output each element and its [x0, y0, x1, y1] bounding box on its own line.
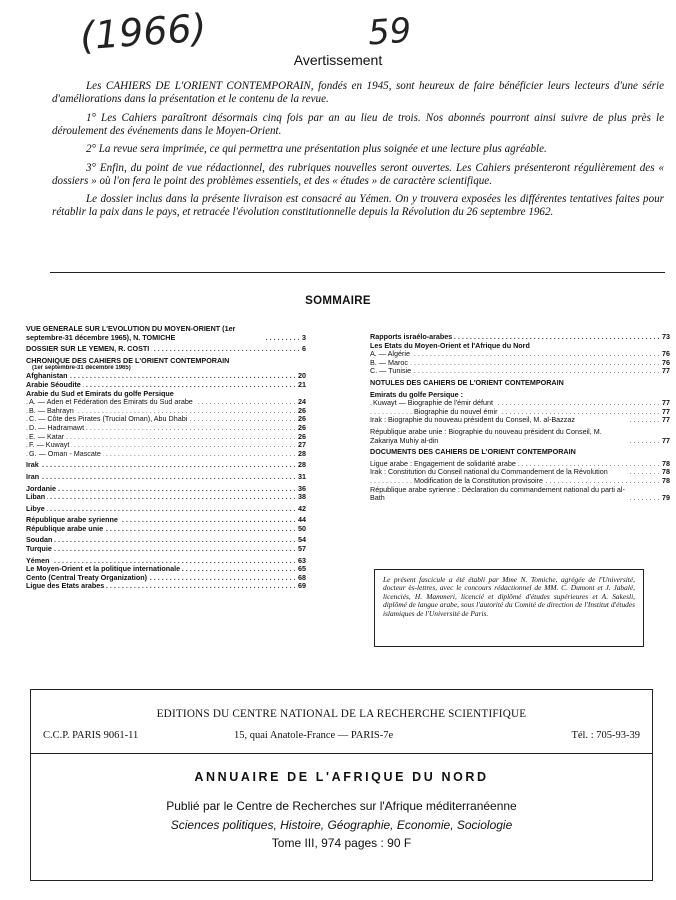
toc-entry: Afghanistan 20 . . . [26, 372, 306, 381]
toc-entry: Yémen 63 . . . [26, 557, 306, 566]
toc-entry: G. — Oman - Mascate 28 . . . [26, 450, 306, 459]
toc-heading: NOTULES DES CAHIERS DE L'ORIENT CONTEMPORAIN [370, 378, 564, 387]
toc-entry: Modification de la Constitution provisoire 78 . . . [370, 477, 670, 486]
toc-entry: Ligue des Etats arabes 69 . . . [26, 582, 306, 591]
toc-entry: Liban 38 . . . [26, 493, 306, 502]
toc-entry: Iran 31 . . . [26, 473, 306, 482]
toc-left-column [26, 325, 306, 591]
toc-entry: République arabe unie 50 . . . [26, 525, 306, 534]
toc-entry: Irak : Biographie du nouveau président du Conseil, M. al-Bazzaz 77 . . . [370, 416, 670, 425]
toc-entry: Turquie 57 . . . [26, 545, 306, 554]
section-divider [50, 272, 665, 273]
toc-entry: République arabe syrienne 44 . . . [26, 516, 306, 525]
toc-entry: B. — Bahrayn 26 . . . [26, 407, 306, 416]
toc-entry: Irak 28 . . . [26, 461, 306, 470]
avertissement-paragraph: 3° Enfin, du point de vue rédactionnel, des rubriques nouvelles seront ouvertes. Les Cahiers présenteront régulièrement des « dossiers » où l'on fera le point des problèmes essentiels, et des « études » de caractère scientifique. [52, 161, 664, 187]
annuaire-publisher: Publié par le Centre de Recherches sur l'Afrique méditerranéenne [166, 799, 517, 813]
avertissement-text [52, 80, 664, 225]
box-divider [31, 753, 652, 754]
avertissement-title: Avertissement [293, 52, 383, 68]
publisher-phone: Tél. : 705-93-39 [571, 730, 640, 741]
toc-entry: Soudan 54 . . . [26, 536, 306, 545]
toc-entry: VUE GENERALE SUR L'EVOLUTION DU MOYEN-ORIENT (1er septembre-31 décembre 1965), N. TOMICHE 3 . . . [26, 325, 306, 342]
annuaire-subjects: Sciences politiques, Histoire, Géographie, Economie, Sociologie [170, 818, 513, 832]
publisher-ccp: C.C.P. PARIS 9061-11 [43, 730, 139, 741]
toc-heading: DOCUMENTS DES CAHIERS DE L'ORIENT CONTEMPORAIN [370, 448, 576, 457]
toc-entry: Biographie du nouvel émir 77 . . . [370, 408, 670, 417]
annuaire-title: ANNUAIRE DE L'AFRIQUE DU NORD [194, 770, 489, 784]
publisher-address: 15, quai Anatole-France — PARIS-7e [234, 730, 394, 741]
toc-entry: F. — Kuwayt 27 . . . [26, 441, 306, 450]
avertissement-paragraph: 2° La revue sera imprimée, ce qui permettra une présentation plus soignée et une lecture plus agréable. [86, 143, 547, 156]
toc-entry: République arabe syrienne : Déclaration du commandement national du parti al-Bath 79 . . . [370, 486, 670, 503]
avertissement-paragraph: Le dossier inclus dans la présente livraison est consacré au Yémen. On y trouvera exposées les différentes tentatives faites pour rétablir la paix dans le pays, et retracée l'évolution constitutionnelle depuis la Révolution du 26 septembre 1962. [52, 193, 664, 219]
toc-entry: D. — Hadramawt 26 . . . [26, 424, 306, 433]
toc-entry: Arabie Séoudite 21 . . . [26, 381, 306, 390]
publisher-advertisement [30, 689, 653, 881]
toc-subheading: (1er septembre-31 décembre 1965) [32, 365, 131, 372]
handwritten-number: 59 [366, 10, 413, 54]
toc-heading: Emirats du golfe Persique : [370, 390, 464, 399]
toc-entry: C. — Côte des Pirates (Trucial Oman), Abu Dhabi 26 . . . [26, 415, 306, 424]
toc-entry: Rapports israélo-arabes 73 . . . [370, 333, 670, 342]
toc-heading: Arabie du Sud et Emirats du golfe Persique [26, 389, 174, 398]
toc-entry: DOSSIER SUR LE YEMEN, R. COSTI 6 . . . [26, 345, 306, 354]
toc-entry: C. — Tunisie 77 . . . [370, 367, 670, 376]
toc-heading: Les Etats du Moyen-Orient et l'Afrique du Nord [370, 341, 530, 350]
publisher-name: EDITIONS DU CENTRE NATIONAL DE LA RECHERCHE SCIENTIFIQUE [156, 708, 527, 720]
avertissement-paragraph: 1° Les Cahiers paraîtront désormais cinq fois par an au lieu de trois. Nos abonnés pourront ainsi suivre de plus près le déroulement des événements dans le Moyen-Orient. [52, 111, 664, 137]
toc-entry: E. — Katar 26 . . . [26, 433, 306, 442]
editorial-note: Le présent fascicule a été établi par Mme N. Tomiche, agrégée de l'Université, docteur ès-lettres, avec le concours rédactionnel de MM. C. Dumont et J. Jabalé, licenciés, H. Mammeri, licencié et diplômé d'études supérieures et A. Sakesli, diplômé de langue arabe, sous l'autorité du Comité de direction de l'Institut d'études islamiques de l'Université de Paris. [374, 569, 644, 647]
sommaire-title: SOMMAIRE [305, 295, 371, 307]
toc-entry: République arabe unie : Biographie du nouveau président du Conseil, M. Zakariya Muhiy al-din 77 . . . [370, 428, 670, 445]
toc-entry: Jordanie 36 . . . [26, 485, 306, 494]
toc-entry: Le Moyen-Orient et la politique internationale 65 . . . [26, 565, 306, 574]
toc-entry: Libye 42 . . . [26, 505, 306, 514]
toc-heading: CHRONIQUE DES CAHIERS DE L'ORIENT CONTEMPORAIN [26, 356, 230, 365]
toc-entry: A. — Algérie 76 . . . [370, 350, 670, 359]
toc-entry: B. — Maroc 76 . . . [370, 359, 670, 368]
avertissement-paragraph: Les CAHIERS DE L'ORIENT CONTEMPORAIN, fondés en 1945, sont heureux de faire bénéficier leurs lecteurs d'une série d'améliorations dans la présentation et le contenu de la revue. [52, 80, 664, 105]
toc-entry: Kuwayt — Biographie de l'émir défunt 77 . . . [370, 399, 670, 408]
toc-entry: A. — Aden et Fédération des Emirats du Sud arabe 24 . . . [26, 398, 306, 407]
toc-entry: Irak : Constitution du Conseil national du Commandement de la Révolution 78 . . . [370, 468, 670, 477]
toc-entry: Cento (Central Treaty Organization) 68 . . . [26, 574, 306, 583]
toc-entry: Ligue arabe : Engagement de solidarité arabe 78 . . . [370, 460, 670, 469]
annuaire-price: Tome III, 974 pages : 90 F [271, 836, 412, 850]
handwritten-year: (1966) [78, 5, 208, 59]
toc-right-column [370, 333, 670, 503]
